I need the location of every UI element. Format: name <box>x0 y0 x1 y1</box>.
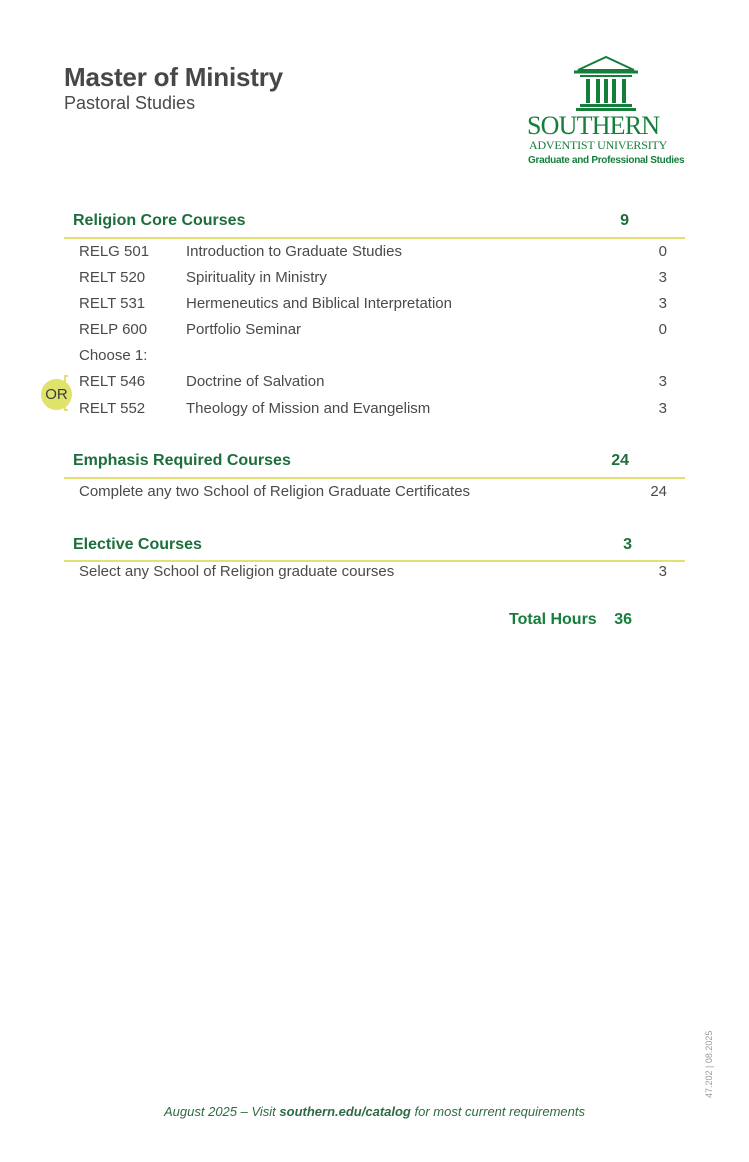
requirement-row <box>79 563 669 583</box>
course-row <box>79 269 669 289</box>
footer-note <box>0 1104 749 1119</box>
total-label: Total Hours <box>509 611 597 628</box>
course-hours: 3 <box>658 269 667 286</box>
section-title: Religion Core Courses <box>73 212 246 229</box>
requirement-row <box>79 483 669 503</box>
course-hours: 0 <box>658 321 667 338</box>
total-value: 36 <box>614 611 632 628</box>
or-badge: OR <box>41 379 72 410</box>
section-divider <box>64 560 685 562</box>
course-row <box>79 295 669 315</box>
requirement-hours: 24 <box>650 483 667 500</box>
university-logo <box>524 54 688 174</box>
course-name: Introduction to Graduate Studies <box>186 243 402 260</box>
course-code: RELG 501 <box>79 243 150 260</box>
course-row <box>79 321 669 341</box>
page-subtitle: Pastoral Studies <box>64 93 196 113</box>
course-code: RELP 600 <box>79 321 148 338</box>
requirement-hours: 3 <box>658 563 667 580</box>
logo-subtitle: ADVENTIST UNIVERSITY <box>529 138 668 152</box>
course-name: Spirituality in Ministry <box>186 269 327 286</box>
course-code: RELT 531 <box>79 295 146 312</box>
section-hours: 24 <box>611 452 629 469</box>
section-title: Emphasis Required Courses <box>73 452 291 469</box>
course-row <box>79 373 669 393</box>
section-heading-emphasis <box>73 452 685 470</box>
logo-tagline: Graduate and Professional Studies <box>528 155 685 166</box>
section-hours: 3 <box>623 536 632 553</box>
course-hours: 3 <box>658 400 667 417</box>
section-heading-elective <box>73 536 685 554</box>
catalog-link[interactable]: southern.edu/catalog <box>279 1104 411 1119</box>
section-title: Elective Courses <box>73 536 202 553</box>
course-name: Hermeneutics and Biblical Interpretation <box>186 295 452 312</box>
choose-label: Choose 1: <box>79 347 148 364</box>
course-code: RELT 552 <box>79 400 146 417</box>
course-hours: 3 <box>658 373 667 390</box>
document-code: 47.202 | 08.2025 <box>704 1030 714 1098</box>
section-heading-religion-core <box>73 212 685 230</box>
course-row <box>79 243 669 263</box>
requirement-text: Complete any two School of Religion Graduate Certificates <box>79 483 471 500</box>
course-code: RELT 546 <box>79 373 146 390</box>
logo-wordmark: SOUTHERN <box>527 111 660 140</box>
section-divider <box>64 477 685 479</box>
building-icon <box>524 54 688 112</box>
footer-suffix: for most current requirements <box>410 1104 585 1119</box>
course-row <box>79 400 669 420</box>
course-name: Doctrine of Salvation <box>186 373 325 390</box>
section-hours: 9 <box>620 212 629 229</box>
total-hours <box>500 611 635 633</box>
course-code: RELT 520 <box>79 269 146 286</box>
footer-prefix: August 2025 – Visit <box>164 1104 280 1119</box>
requirement-text: Select any School of Religion graduate courses <box>79 563 395 580</box>
page-title: Master of Ministry <box>64 62 283 92</box>
choose-one-row <box>79 347 669 367</box>
section-divider <box>64 237 685 239</box>
course-name: Theology of Mission and Evangelism <box>186 400 431 417</box>
course-name: Portfolio Seminar <box>186 321 302 338</box>
course-hours: 0 <box>658 243 667 260</box>
course-hours: 3 <box>658 295 667 312</box>
